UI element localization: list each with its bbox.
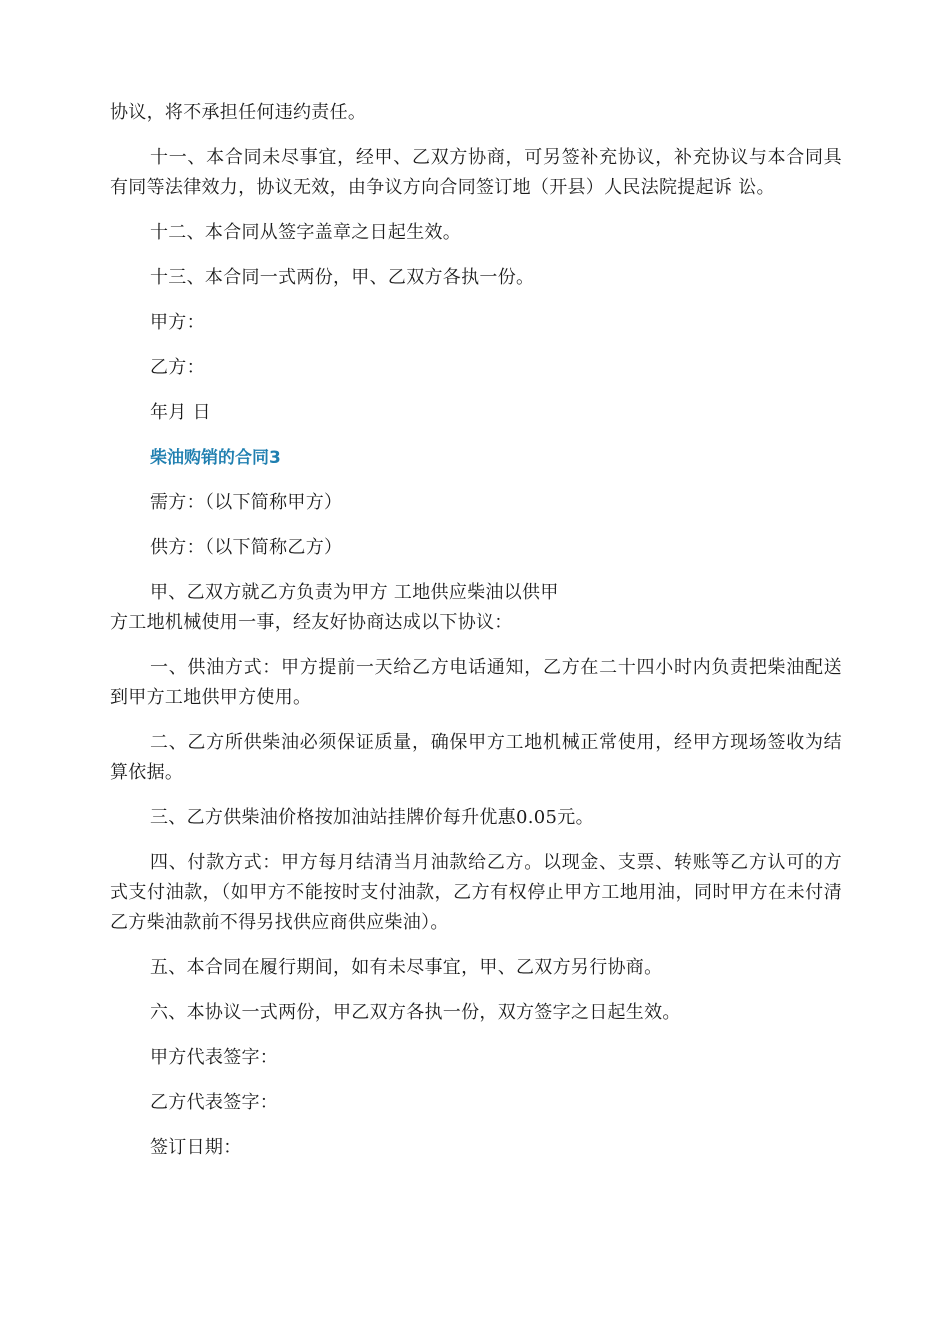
clause-five: 五、本合同在履行期间，如有未尽事宜，甲、乙双方另行协商。	[150, 957, 663, 978]
party-b-signature: 乙方代表签字：	[150, 1092, 279, 1113]
clause-four: 四、付款方式：甲方每月结清当月油款给乙方。以现金、支票、转账等乙方认可的方式支付油款，（如甲方不能按时支付油款，乙方有权停止甲方工地用油，同时甲方在未付清乙方柴油款前不得另找供应商供应柴油）。	[110, 852, 842, 933]
clause-one: 一、供油方式：甲方提前一天给乙方电话通知，乙方在二十四小时内负责把柴油配送到甲方工地供甲方使用。	[110, 657, 842, 708]
party-b-label: 乙方：	[150, 357, 205, 378]
clause-six: 六、本协议一式两份，甲乙双方各执一份，双方签字之日起生效。	[150, 1002, 681, 1023]
clause-two: 二、乙方所供柴油必须保证质量，确保甲方工地机械正常使用，经甲方现场签收为结算依据。	[110, 732, 842, 783]
clause-three: 三、乙方供柴油价格按加油站挂牌价每升优惠0.05元。	[150, 807, 594, 828]
clause-twelve: 十二、本合同从签字盖章之日起生效。	[150, 222, 462, 243]
signing-date: 签订日期：	[150, 1137, 242, 1158]
intro-line-1: 甲、乙双方就乙方负责为甲方 工地供应柴油以供甲	[150, 582, 559, 603]
paragraph-continuation: 协议，将不承担任何违约责任。	[110, 102, 367, 123]
date-label: 年月 日	[150, 402, 211, 423]
party-a-signature: 甲方代表签字：	[150, 1047, 279, 1068]
demand-party: 需方：（以下简称甲方）	[150, 492, 343, 513]
intro-line-2: 方工地机械使用一事，经友好协商达成以下协议：	[110, 612, 513, 633]
party-a-label: 甲方：	[150, 312, 205, 333]
clause-eleven: 十一、本合同未尽事宜，经甲、乙双方协商，可另签补充协议，补充协议与本合同具有同等法律效力，协议无效，由争议方向合同签订地（开县）人民法院提起诉 讼。	[110, 147, 842, 198]
intro-paragraph	[110, 578, 842, 638]
section-heading: 柴油购销的合同3	[150, 448, 281, 468]
clause-thirteen: 十三、本合同一式两份，甲、乙双方各执一份。	[150, 267, 535, 288]
document-page	[110, 98, 842, 1178]
supply-party: 供方：（以下简称乙方）	[150, 537, 343, 558]
